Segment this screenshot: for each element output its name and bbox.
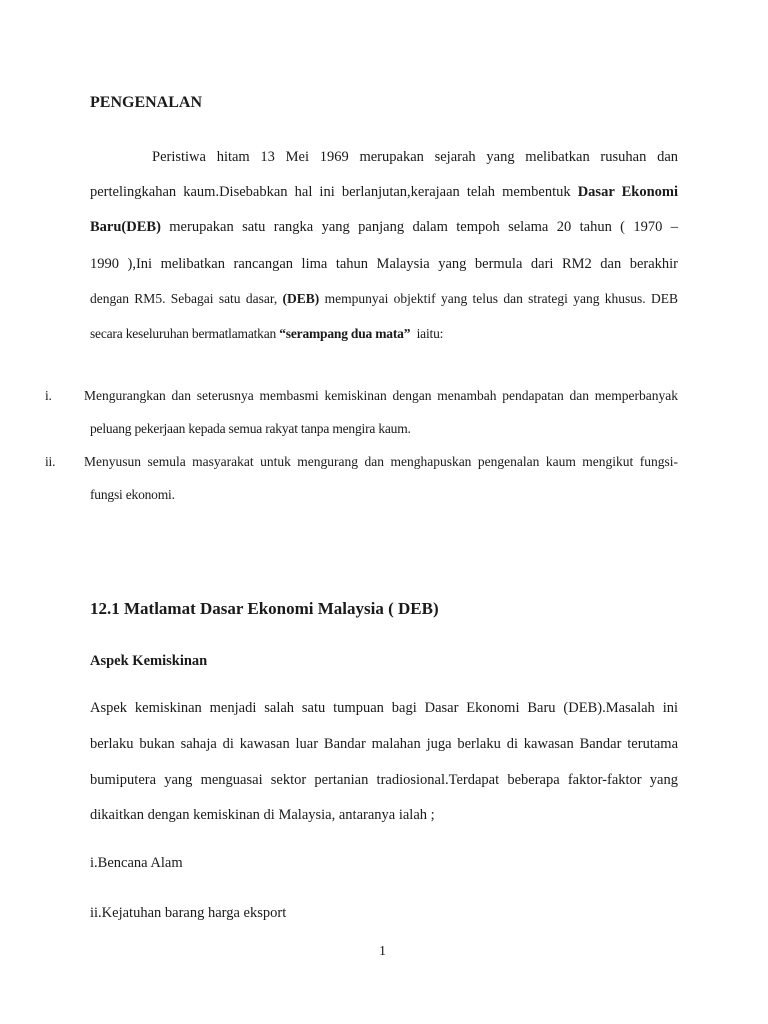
section-title: 12.1 Matlamat Dasar Ekonomi Malaysia ( DEB) bbox=[90, 599, 439, 618]
factor-item-2: ii.Kejatuhan barang harga eksport bbox=[90, 905, 287, 921]
section-subtitle: Aspek Kemiskinan bbox=[90, 653, 208, 669]
objective-1-number: i. bbox=[45, 388, 52, 403]
intro-line-2: pertelingkahan kaum.Disebabkan hal ini berlanjutan,kerajaan telah membentuk Dasar Ekonomi bbox=[90, 184, 678, 200]
intro-line-1: Peristiwa hitam 13 Mei 1969 merupakan sejarah yang melibatkan rusuhan dan bbox=[152, 149, 678, 165]
intro-line-5: dengan RM5. Sebagai satu dasar, (DEB) mempunyai objektif yang telus dan strategi yang khusus. DEB bbox=[90, 291, 678, 306]
intro-line-4: 1990 ),Ini melibatkan rancangan lima tahun Malaysia yang bermula dari RM2 dan berakhir bbox=[90, 256, 678, 272]
objective-1-line-1: Mengurangkan dan seterusnya membasmi kemiskinan dengan menambah pendapatan dan memperbanyak bbox=[84, 388, 678, 403]
intro-line-6: secara keseluruhan bermatlamatkan “serampang dua mata” iaitu: bbox=[90, 326, 444, 341]
objective-1-line-2: peluang pekerjaan kepada semua rakyat tanpa mengira kaum. bbox=[90, 421, 411, 436]
objective-2-line-2: fungsi ekonomi. bbox=[90, 487, 175, 502]
objective-2-line-1: Menyusun semula masyarakat untuk mengurang dan menghapuskan pengenalan kaum mengikut fungsi- bbox=[84, 454, 678, 469]
section-paragraph-line-3: bumiputera yang menguasai sektor pertanian tradiosional.Terdapat beberapa faktor-faktor yang bbox=[90, 772, 678, 788]
objective-2-number: ii. bbox=[45, 454, 56, 469]
section-paragraph-line-1: Aspek kemiskinan menjadi salah satu tumpuan bagi Dasar Ekonomi Baru (DEB).Masalah ini bbox=[90, 700, 678, 716]
heading-pengenalan: PENGENALAN bbox=[90, 94, 203, 111]
section-paragraph-line-2: berlaku bukan sahaja di kawasan luar Bandar malahan juga berlaku di kawasan Bandar terutama bbox=[90, 736, 678, 752]
section-paragraph-line-4: dikaitkan dengan kemiskinan di Malaysia, antaranya ialah ; bbox=[90, 807, 435, 823]
factor-item-1: i.Bencana Alam bbox=[90, 855, 183, 871]
page-number: 1 bbox=[379, 944, 386, 959]
intro-line-3: Baru(DEB) merupakan satu rangka yang panjang dalam tempoh selama 20 tahun ( 1970 – bbox=[90, 219, 679, 235]
